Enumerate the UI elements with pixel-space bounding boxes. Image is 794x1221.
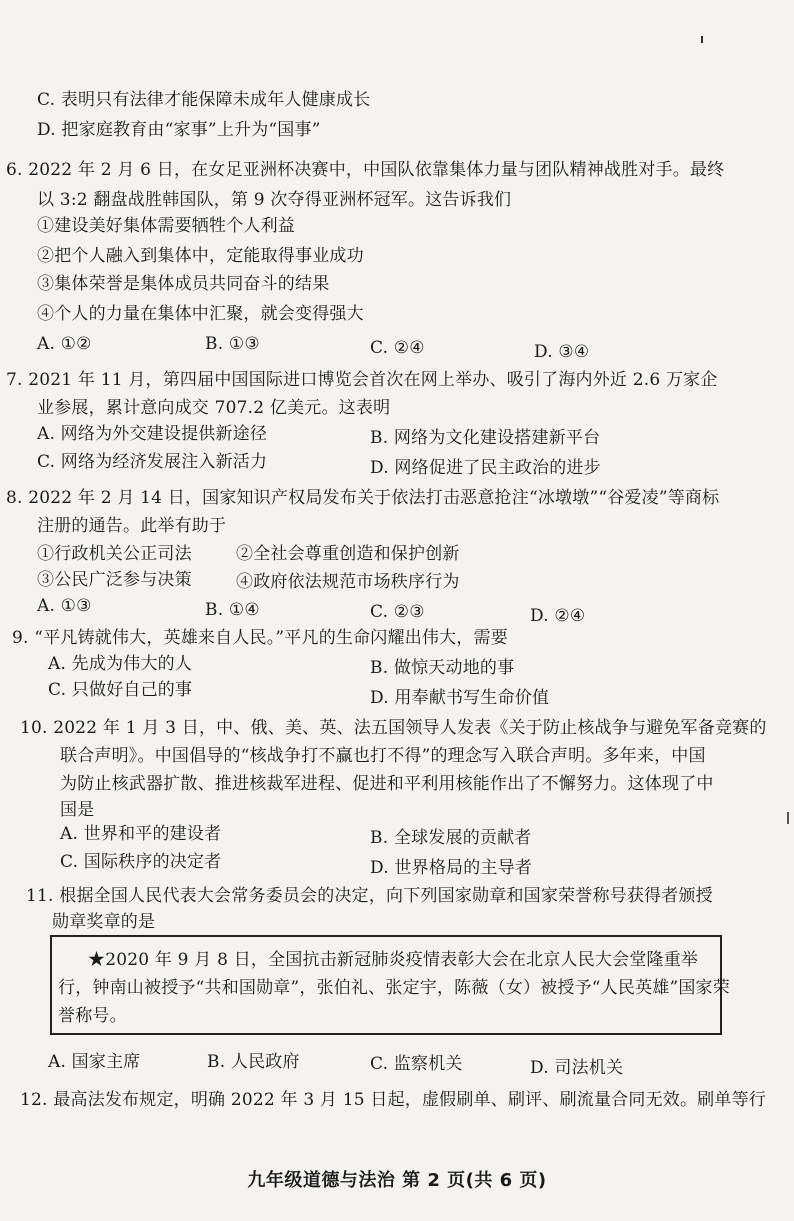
q5-option-d: D. 把家庭教育由“家事”上升为“国事” <box>37 120 321 140</box>
q6-stem-line2: 以 3:2 翻盘战胜韩国队，第 9 次夺得亚洲杯冠军。这告诉我们 <box>37 190 512 210</box>
q8-item-3: ③公民广泛参与决策 <box>37 570 192 590</box>
q11-stem-line2: 勋章奖章的是 <box>52 912 156 932</box>
q10-stem-line4: 国是 <box>60 800 95 820</box>
q9-option-b: B. 做惊天动地的事 <box>370 658 515 678</box>
q7-option-d: D. 网络促进了民主政治的进步 <box>370 458 601 478</box>
q11-material-line3: 誉称号。 <box>58 1006 127 1026</box>
q12-stem-line1: 12. 最高法发布规定，明确 2022 年 3 月 15 日起，虚假刷单、刷评、刷流量合同无效。刷单等行 <box>20 1090 766 1110</box>
q8-option-c: C. ②③ <box>370 602 425 622</box>
q9-stem: 9. “平凡铸就伟大，英雄来自人民。”平凡的生命闪耀出伟大，需要 <box>12 628 508 648</box>
q10-stem-line3: 为防止核武器扩散、推进核裁军进程、促进和平利用核能作出了不懈努力。这体现了中 <box>60 774 714 794</box>
q8-option-a: A. ①③ <box>37 596 92 616</box>
q11-material-line1: ★2020 年 9 月 8 日，全国抗击新冠肺炎疫情表彰大会在北京人民大会堂隆重举 <box>88 950 699 970</box>
q8-item-4: ④政府依法规范市场秩序行为 <box>236 572 460 592</box>
q7-stem-line2: 业参展，累计意向成交 707.2 亿美元。这表明 <box>37 398 391 418</box>
q11-material-line2: 行，钟南山被授予“共和国勋章”，张伯礼、张定宇，陈薇（女）被授予“人民英雄”国家荣 <box>58 978 730 998</box>
scan-margin-mark <box>787 812 789 824</box>
q7-option-a: A. 网络为外交建设提供新途径 <box>37 424 268 444</box>
q11-option-d: D. 司法机关 <box>530 1058 624 1078</box>
q10-option-d: D. 世界格局的主导者 <box>370 858 533 878</box>
scan-mark <box>701 36 703 43</box>
q6-option-c: C. ②④ <box>370 338 425 358</box>
q10-stem-line1: 10. 2022 年 1 月 3 日，中、俄、美、英、法五国领导人发表《关于防止核战争与避免军备竞赛的 <box>20 718 767 738</box>
q6-item-2: ②把个人融入到集体中，定能取得事业成功 <box>37 246 364 266</box>
q8-item-1: ①行政机关公正司法 <box>37 544 192 564</box>
q6-option-a: A. ①② <box>37 334 92 354</box>
q6-stem-line1: 6. 2022 年 2 月 6 日，在女足亚洲杯决赛中，中国队依靠集体力量与团队精神战胜对手。最终 <box>6 160 725 180</box>
page-footer: 九年级道德与法治 第 2 页(共 6 页) <box>247 1170 547 1191</box>
q6-option-d: D. ③④ <box>534 342 590 362</box>
q11-stem-line1: 11. 根据全国人民代表大会常务委员会的决定，向下列国家勋章和国家荣誉称号获得者颁授 <box>26 886 713 906</box>
q10-stem-line2: 联合声明》。中国倡导的“核战争打不赢也打不得”的理念写入联合声明。多年来，中国 <box>60 746 706 766</box>
q5-option-c: C. 表明只有法律才能保障未成年人健康成长 <box>37 90 371 110</box>
q9-option-a: A. 先成为伟大的人 <box>48 654 193 674</box>
q9-option-c: C. 只做好自己的事 <box>48 680 193 700</box>
q7-stem-line1: 7. 2021 年 11 月，第四届中国国际进口博览会首次在网上举办、吸引了海内外近 2.6 万家企 <box>6 370 718 390</box>
q10-option-c: C. 国际秩序的决定者 <box>60 852 222 872</box>
q10-option-a: A. 世界和平的建设者 <box>60 824 222 844</box>
q11-option-a: A. 国家主席 <box>48 1052 141 1072</box>
q11-option-b: B. 人民政府 <box>207 1052 300 1072</box>
q11-option-c: C. 监察机关 <box>370 1054 463 1074</box>
q8-item-2: ②全社会尊重创造和保护创新 <box>236 544 460 564</box>
q6-item-1: ①建设美好集体需要牺牲个人利益 <box>37 216 295 236</box>
q9-option-d: D. 用奉献书写生命价值 <box>370 688 550 708</box>
q8-stem-line1: 8. 2022 年 2 月 14 日，国家知识产权局发布关于依法打击恶意抢注“冰墩墩”“谷爱凌”等商标 <box>6 488 720 508</box>
q6-item-3: ③集体荣誉是集体成员共同奋斗的结果 <box>37 274 330 294</box>
q8-stem-line2: 注册的通告。此举有助于 <box>37 516 227 536</box>
q10-option-b: B. 全球发展的贡献者 <box>370 828 532 848</box>
q7-option-b: B. 网络为文化建设搭建新平台 <box>370 428 601 448</box>
q6-item-4: ④个人的力量在集体中汇聚，就会变得强大 <box>37 304 364 324</box>
q8-option-b: B. ①④ <box>205 600 260 620</box>
q6-option-b: B. ①③ <box>205 334 260 354</box>
q7-option-c: C. 网络为经济发展注入新活力 <box>37 452 268 472</box>
q8-option-d: D. ②④ <box>530 606 586 626</box>
